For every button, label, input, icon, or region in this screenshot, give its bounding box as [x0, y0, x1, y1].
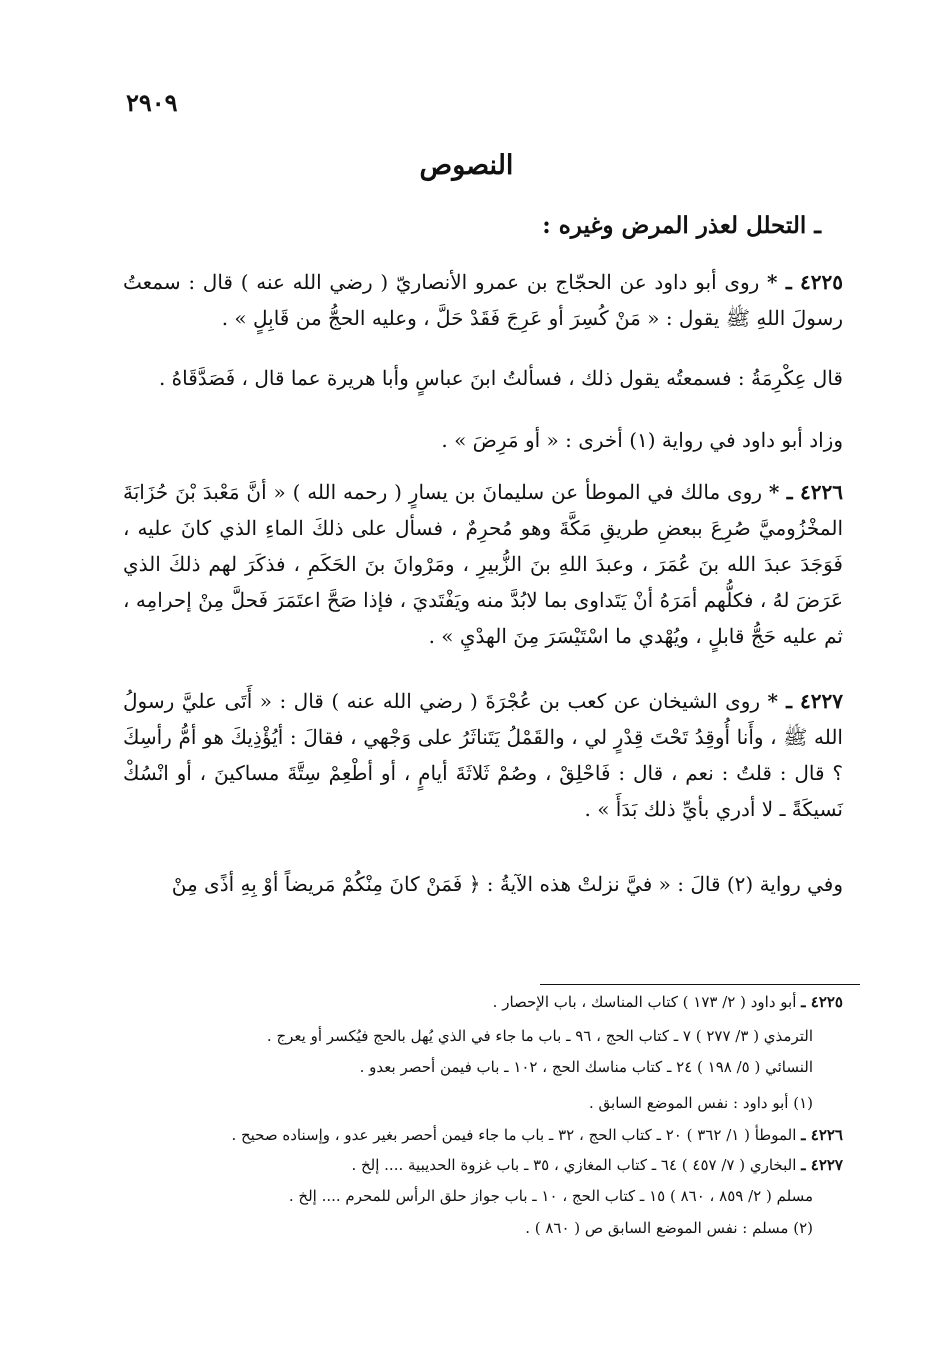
footnote	[589, 1094, 813, 1112]
footnote-number: ٤٢٢٦ ـ	[801, 1126, 843, 1144]
footnote-text: مسلم ( ٢/ ٨٥٩ ، ٨٦٠ ) ١٥ ـ كتاب الحج ، ١٠ ـ باب جواز حلق الرأس للمحرم .... إلخ .	[288, 1187, 813, 1205]
footnote-text: النسائي ( ٥/ ١٩٨ ) ٢٤ ـ كتاب مناسك الحج ، ١٠٢ ـ باب فيمن أحصر بعدو .	[359, 1058, 813, 1076]
footnote	[351, 1156, 843, 1174]
footnote-divider	[540, 984, 860, 985]
footnote-number: ٤٢٢٥ ـ	[801, 993, 843, 1011]
footnote-text: (٢) مسلم : نفس الموضع السابق ص ( ٨٦٠ ) .	[525, 1219, 813, 1237]
hadith-4227-verse: وفي رواية (٢) قالَ : « فيَّ نزلتْ هذه الآيةُ : ﴿ فَمَنْ كانَ مِنْكُمْ مَريضاً أوْ بِهِ أذًى مِنْ	[171, 872, 843, 896]
footnote-number: ٤٢٢٧ ـ	[801, 1156, 843, 1174]
hadith-number: ٤٢٢٥ ـ *	[767, 270, 843, 294]
footnote	[267, 1027, 813, 1045]
footnote-text: البخاري ( ٧/ ٤٥٧ ) ٦٤ ـ كتاب المغازي ، ٣٥ ـ باب غزوة الحديبية .... إلخ .	[351, 1156, 802, 1174]
page-number: ٢٩٠٩	[126, 88, 178, 117]
hadith-4226	[123, 474, 843, 654]
hadith-4225-addition: وزاد أبو داود في رواية (١) أخرى : « أو مَرِضَ » .	[441, 428, 843, 452]
hadith-text: روى أبو داود عن الحجّاج بن عمرو الأنصاريّ ( رضي الله عنه ) قال : سمعتُ رسولَ اللهِ ﷺ يقول : « مَنْ كُسِرَ أو عَرِجَ فَقَدْ حَلَّ ، وعليه الحجُّ من قَابِلٍ » .	[123, 270, 843, 330]
hadith-text: روى الشيخان عن كعب بن عُجْرَةَ ( رضي الله عنه ) قال : « أَتَى عليَّ رسولُ الله ﷺ ، وأَنا أُوقِدُ تَحْتَ قِدْرٍ لي ، والقَمْلُ يَتَناثَرُ على وَجْهي ، فقالَ : أيُؤْذِيكَ هو أمُّ رأسِكَ ؟ قال : قلتُ : نعم ، قال : فَاحْلِقْ ، وصُمْ ثَلاثَةَ أيامٍ ، أو أطْعِمْ سِتَّةَ مساكينَ ، أو انْسُكْ نَسيكَةً ـ لا أدري بأيِّ ذلك بَدَأَ » .	[123, 689, 843, 821]
footnote-text: (١) أبو داود : نفس الموضع السابق .	[589, 1094, 813, 1112]
footnote	[493, 993, 843, 1011]
footnote	[360, 1058, 813, 1076]
hadith-4227	[123, 683, 843, 827]
footnote	[231, 1126, 843, 1144]
hadith-number: ٤٢٢٧ ـ *	[767, 689, 843, 713]
section-title: النصوص	[419, 150, 514, 181]
footnote-text: أبو داود ( ٢/ ١٧٣ ) كتاب المناسك ، باب الإحصار .	[492, 993, 802, 1011]
footnote	[525, 1219, 813, 1237]
hadith-number: ٤٢٢٦ ـ *	[768, 480, 843, 504]
hadith-4225	[123, 264, 843, 336]
footnote-text: الترمذي ( ٣/ ٢٧٧ ) ٧ ـ كتاب الحج ، ٩٦ ـ باب ما جاء في الذي يُهل بالحج فيُكسر أو يعرج .	[266, 1027, 813, 1045]
footnote-text: الموطأ ( ١/ ٣٦٢ ) ٢٠ ـ كتاب الحج ، ٣٢ ـ باب ما جاء فيمن أحصر بغير عدو ، وإسناده صحيح .	[231, 1126, 802, 1144]
hadith-text: روى مالك في الموطأ عن سليمانَ بن يسارٍ ( رحمه الله ) « أنَّ مَعْبدَ بْنَ حُزَابَةَ المخْزُوميَّ صُرِعَ ببعضِ طريقِ مَكَّةَ وهو مُحرِمٌ ، فسأل على ذلكَ الماءِ الذي كانَ عليه ، فَوَجَدَ عبدَ الله بنَ عُمَرَ ، وعبدَ اللهِ بنَ الزُّبيرِ ، ومَرْوانَ بنَ الحَكَمِ ، فذكَرَ لهم ذلكَ الذي عَرَضَ لهُ ، فكلُّهم أمَرَهُ أنْ يَتَداوى بما لابُدَّ منه ويَفْتَديَ ، فإذا صَحَّ اعتَمَرَ فَحلَّ مِنْ إحرامِه ، ثم عليه حَجُّ قابلٍ ، ويُهْدي ما اسْتَيْسَرَ مِنَ الهدْيِ » .	[123, 480, 843, 648]
hadith-4225-ikrima: قال عِكْرِمَةُ : فسمعتُه يقول ذلك ، فسألتُ ابنَ عباسٍ وأبا هريرة عما قال ، فَصَدَّقَاهُ .	[158, 366, 843, 390]
footnote	[289, 1187, 813, 1205]
subheading: ـ التحلل لعذر المرض وغيره :	[542, 212, 821, 239]
